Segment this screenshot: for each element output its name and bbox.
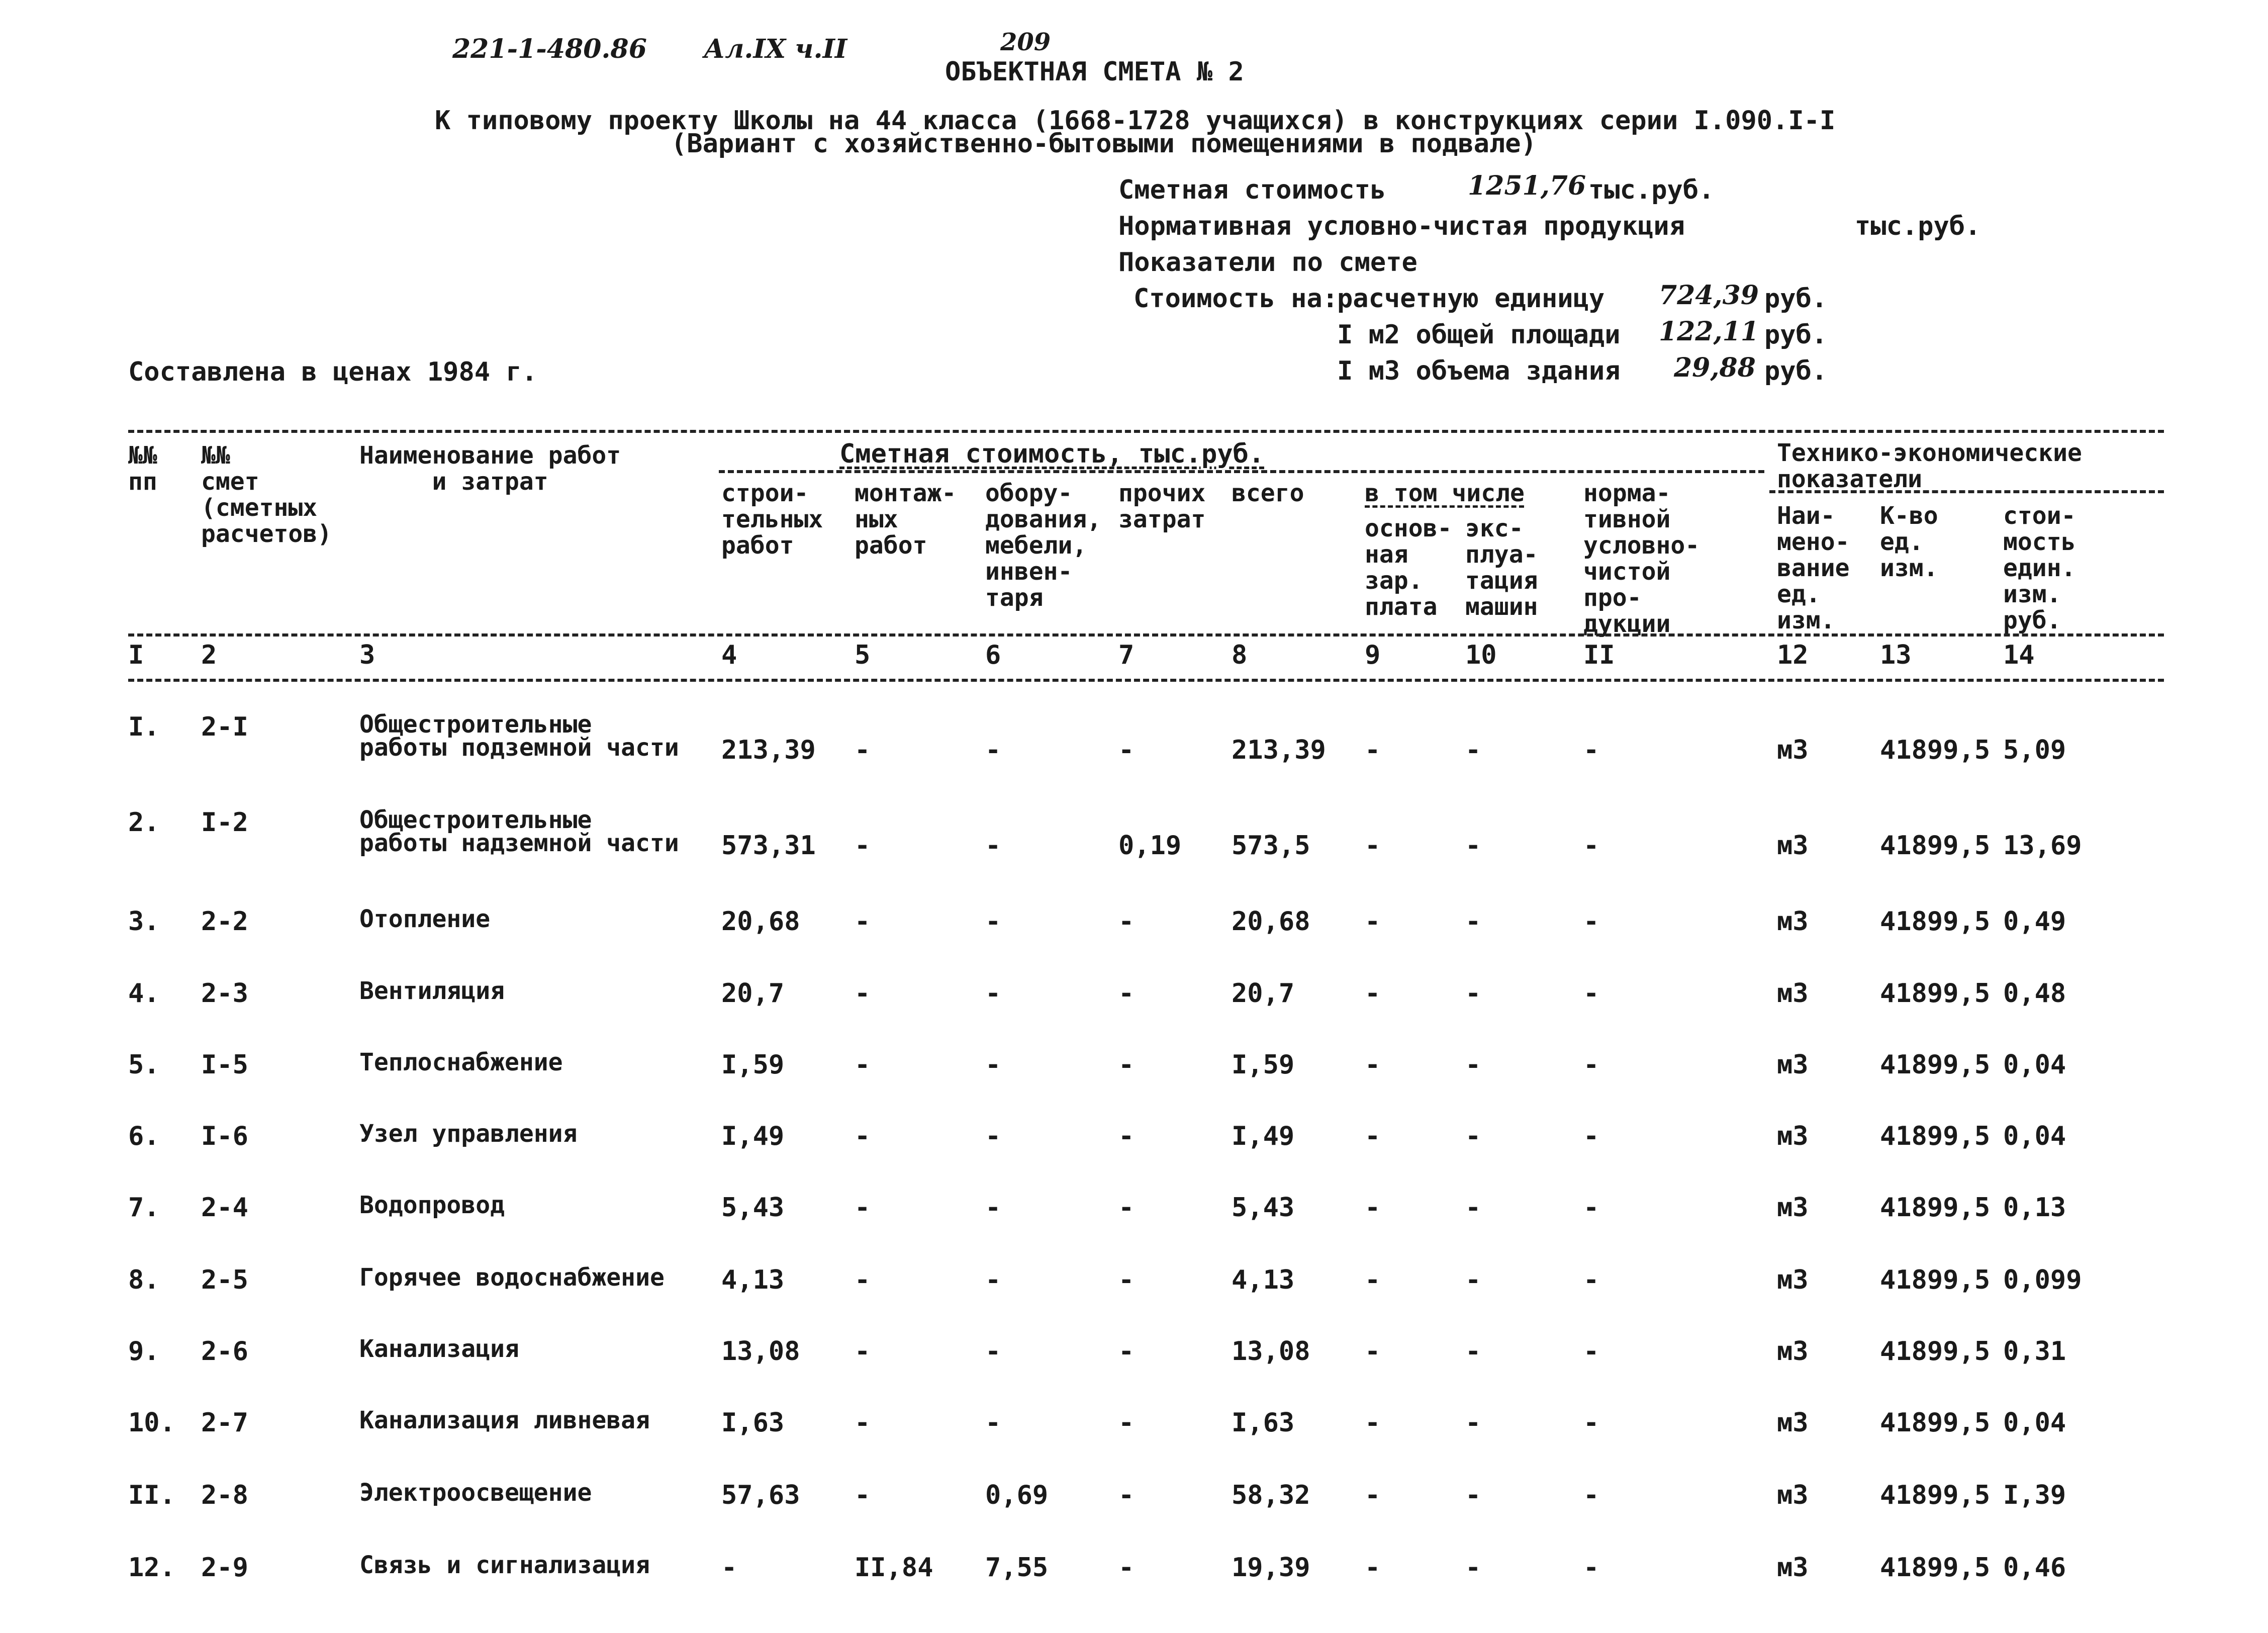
col-header-estimate: №№ смет (сметных расчетов) xyxy=(201,441,332,548)
col-header-machines: экс- плуа- тация машин xyxy=(1465,514,1538,621)
row-cell-c8: 19,39 xyxy=(1232,1553,1310,1583)
row-cell-c11: - xyxy=(1583,831,1599,861)
row-cell-c6: - xyxy=(985,1265,1001,1295)
col-group-cost: Сметная стоимость, тыс.руб. xyxy=(839,439,1265,469)
row-cell-c10: - xyxy=(1465,1121,1481,1151)
column-number-6: 6 xyxy=(985,640,1001,670)
row-cell-c6: - xyxy=(985,1050,1001,1080)
row-work-name: Канализация ливневая xyxy=(359,1406,650,1434)
row-cell-c5: - xyxy=(855,906,871,937)
compiled-in-prices: Составлена в ценах 1984 г. xyxy=(128,357,537,387)
document-code: 221-1-480.86 xyxy=(452,34,647,64)
row-cell-c10: - xyxy=(1465,1193,1481,1223)
row-estimate-ref: 2-2 xyxy=(201,906,248,937)
row-cell-c8: 58,32 xyxy=(1232,1480,1310,1510)
column-number-7: 7 xyxy=(1118,640,1135,670)
row-cell-c4: 4,13 xyxy=(721,1265,785,1295)
row-estimate-ref: I-6 xyxy=(201,1121,248,1151)
row-cell-c14: 5,09 xyxy=(2003,735,2066,765)
col-header-npc: норма- тивной условно- чистой про- дукции xyxy=(1583,479,1700,638)
row-work-name: Узел управления xyxy=(359,1120,578,1148)
row-cell-c12: м3 xyxy=(1777,1121,1809,1151)
column-number-4: 4 xyxy=(721,640,737,670)
row-estimate-ref: 2-4 xyxy=(201,1193,248,1223)
row-cell-c13: 41899,5 xyxy=(1880,1265,1991,1295)
row-cell-c14: 0,04 xyxy=(2003,1050,2066,1080)
row-cell-c14: 0,13 xyxy=(2003,1193,2066,1223)
row-cell-c4: - xyxy=(721,1553,737,1583)
row-cell-c13: 41899,5 xyxy=(1880,831,1991,861)
row-number: 8. xyxy=(128,1265,160,1295)
row-estimate-ref: 2-I xyxy=(201,712,248,742)
row-number: 12. xyxy=(128,1553,175,1583)
row-cell-c7: - xyxy=(1118,978,1135,1009)
row-cell-c14: 13,69 xyxy=(2003,831,2082,861)
row-cell-c11: - xyxy=(1583,1050,1599,1080)
row-cell-c8: 213,39 xyxy=(1232,735,1326,765)
row-cell-c11: - xyxy=(1583,1480,1599,1510)
column-number-13: 13 xyxy=(1880,640,1912,670)
row-cell-c11: - xyxy=(1583,1553,1599,1583)
col-header-total: всего xyxy=(1232,479,1304,507)
row-cell-c5: - xyxy=(855,1193,871,1223)
column-number-9: 9 xyxy=(1365,640,1381,670)
row-cell-c5: - xyxy=(855,1050,871,1080)
row-cell-c11: - xyxy=(1583,1336,1599,1367)
col-header-unit: Наи- мено- вание ед. изм. xyxy=(1777,502,1850,634)
row-cell-c11: - xyxy=(1583,1121,1599,1151)
row-cell-c8: 13,08 xyxy=(1232,1336,1310,1367)
npc-label: Нормативная условно-чистая продукция xyxy=(1118,211,1685,241)
col-header-mounting: монтаж- ных работ xyxy=(855,479,957,560)
row-cell-c14: 0,46 xyxy=(2003,1553,2066,1583)
row-work-name: Канализация xyxy=(359,1335,519,1363)
row-cell-c8: 20,7 xyxy=(1232,978,1295,1009)
row-cell-c6: 7,55 xyxy=(985,1553,1049,1583)
row-cell-c12: м3 xyxy=(1777,1050,1809,1080)
row-cell-c7: - xyxy=(1118,1265,1135,1295)
row-cell-c9: - xyxy=(1365,1121,1381,1151)
row-cell-c11: - xyxy=(1583,1193,1599,1223)
row-cell-c4: I,49 xyxy=(721,1121,785,1151)
row-cell-c14: I,39 xyxy=(2003,1480,2066,1510)
row-cell-c5: - xyxy=(855,1121,871,1151)
row-cell-c7: - xyxy=(1118,1408,1135,1438)
row-cell-c8: 4,13 xyxy=(1232,1265,1295,1295)
estimated-cost-value: 1251,76 xyxy=(1468,170,1586,201)
row-cell-c10: - xyxy=(1465,1336,1481,1367)
row-cell-c6: - xyxy=(985,1193,1001,1223)
per-m3-value: 29,88 xyxy=(1674,352,1756,383)
page-number: 209 xyxy=(1000,28,1051,56)
column-number-1: I xyxy=(128,640,144,670)
row-estimate-ref: 2-3 xyxy=(201,978,248,1009)
row-cell-c7: - xyxy=(1118,1121,1135,1151)
row-cell-c10: - xyxy=(1465,1553,1481,1583)
row-cell-c4: 5,43 xyxy=(721,1193,785,1223)
col-header-unit-cost: стои- мость един. изм. руб. xyxy=(2003,502,2076,634)
row-cell-c12: м3 xyxy=(1777,1193,1809,1223)
row-cell-c14: 0,31 xyxy=(2003,1336,2066,1367)
column-number-14: 14 xyxy=(2003,640,2035,670)
col-header-wage: основ- ная зар. плата xyxy=(1365,514,1452,621)
row-cell-c13: 41899,5 xyxy=(1880,735,1991,765)
row-cell-c14: 0,48 xyxy=(2003,978,2066,1009)
row-cell-c13: 41899,5 xyxy=(1880,906,1991,937)
row-cell-c8: 20,68 xyxy=(1232,906,1310,937)
row-cell-c11: - xyxy=(1583,906,1599,937)
album-reference: Ал.IX ч.II xyxy=(704,34,847,64)
row-cell-c5: - xyxy=(855,978,871,1009)
col-header-equipment: обору- дования, мебели, инвен- таря xyxy=(985,479,1102,612)
row-work-name: Связь и сигнализация xyxy=(359,1551,650,1579)
per-unit-value: 724,39 xyxy=(1659,280,1759,311)
row-cell-c11: - xyxy=(1583,1265,1599,1295)
column-number-2: 2 xyxy=(201,640,217,670)
per-m2-value: 122,11 xyxy=(1659,316,1759,347)
header-bottom-rule xyxy=(128,679,2164,682)
row-cell-c9: - xyxy=(1365,1336,1381,1367)
col-header-name: Наименование работ и затрат xyxy=(359,441,621,496)
row-cell-c5: - xyxy=(855,735,871,765)
row-work-name: Вентиляция xyxy=(359,977,505,1005)
row-cell-c8: I,59 xyxy=(1232,1050,1295,1080)
row-cell-c4: 13,08 xyxy=(721,1336,800,1367)
row-number: 2. xyxy=(128,807,160,838)
row-cell-c12: м3 xyxy=(1777,906,1809,937)
row-cell-c13: 41899,5 xyxy=(1880,978,1991,1009)
row-cell-c4: 573,31 xyxy=(721,831,816,861)
row-cell-c10: - xyxy=(1465,1265,1481,1295)
row-cell-c5: - xyxy=(855,1480,871,1510)
row-cell-c7: - xyxy=(1118,1050,1135,1080)
row-work-name: Горячее водоснабжение xyxy=(359,1263,665,1292)
header-mid-rule xyxy=(128,633,2164,637)
row-cell-c13: 41899,5 xyxy=(1880,1408,1991,1438)
estimated-cost-unit: тыс.руб. xyxy=(1588,175,1715,205)
row-cell-c9: - xyxy=(1365,906,1381,937)
row-cell-c10: - xyxy=(1465,735,1481,765)
row-number: 6. xyxy=(128,1121,160,1151)
row-number: 4. xyxy=(128,978,160,1009)
row-cell-c4: I,63 xyxy=(721,1408,785,1438)
per-m2-unit: руб. xyxy=(1764,320,1828,350)
row-cell-c6: - xyxy=(985,1408,1001,1438)
document-variant: (Вариант с хозяйственно-бытовыми помещениями в подвале) xyxy=(671,129,1537,159)
per-m3-unit: руб. xyxy=(1764,356,1828,386)
header-top-rule xyxy=(128,430,2164,433)
row-cell-c4: 213,39 xyxy=(721,735,816,765)
row-cell-c12: м3 xyxy=(1777,1265,1809,1295)
row-cell-c4: 20,7 xyxy=(721,978,785,1009)
row-cell-c5: II,84 xyxy=(855,1553,933,1583)
col-group-tei: Технико-экономические показатели xyxy=(1777,439,2082,493)
row-cell-c10: - xyxy=(1465,1408,1481,1438)
row-work-name: Отопление xyxy=(359,905,491,933)
row-cell-c9: - xyxy=(1365,1050,1381,1080)
row-number: 5. xyxy=(128,1050,160,1080)
row-cell-c7: - xyxy=(1118,1553,1135,1583)
row-cell-c6: - xyxy=(985,1121,1001,1151)
row-cell-c10: - xyxy=(1465,831,1481,861)
row-cell-c12: м3 xyxy=(1777,831,1809,861)
row-cell-c11: - xyxy=(1583,735,1599,765)
row-cell-c12: м3 xyxy=(1777,1553,1809,1583)
document-title: ОБЪЕКТНАЯ СМЕТА № 2 xyxy=(945,57,1244,87)
row-cell-c14: 0,04 xyxy=(2003,1121,2066,1151)
row-cell-c14: 0,49 xyxy=(2003,906,2066,937)
row-cell-c5: - xyxy=(855,1408,871,1438)
row-cell-c8: I,63 xyxy=(1232,1408,1295,1438)
row-cell-c9: - xyxy=(1365,1553,1381,1583)
indicators-label: Показатели по смете xyxy=(1118,247,1418,278)
row-cell-c10: - xyxy=(1465,906,1481,937)
cost-per-label: Стоимость на: xyxy=(1133,284,1338,314)
document-subtitle: К типовому проекту Школы на 44 класса (1668-1728 учащихся) в конструкциях серии I.090.I-I xyxy=(435,106,1836,136)
row-cell-c13: 41899,5 xyxy=(1880,1193,1991,1223)
row-cell-c13: 41899,5 xyxy=(1880,1050,1991,1080)
row-cell-c13: 41899,5 xyxy=(1880,1553,1991,1583)
row-estimate-ref: 2-7 xyxy=(201,1408,248,1438)
tei-group-rule xyxy=(1769,490,2164,493)
npc-unit: тыс.руб. xyxy=(1855,211,1981,241)
row-cell-c13: 41899,5 xyxy=(1880,1480,1991,1510)
row-work-name: Электроосвещение xyxy=(359,1479,592,1507)
row-cell-c6: - xyxy=(985,978,1001,1009)
row-cell-c9: - xyxy=(1365,1265,1381,1295)
row-cell-c8: 5,43 xyxy=(1232,1193,1295,1223)
row-cell-c9: - xyxy=(1365,978,1381,1009)
per-unit-unit: руб. xyxy=(1764,284,1828,314)
estimated-cost-label: Сметная стоимость xyxy=(1118,175,1386,205)
row-cell-c13: 41899,5 xyxy=(1880,1121,1991,1151)
row-cell-c9: - xyxy=(1365,1408,1381,1438)
row-cell-c7: - xyxy=(1118,1480,1135,1510)
row-cell-c10: - xyxy=(1465,978,1481,1009)
col-header-construction: строи- тельных работ xyxy=(721,479,823,560)
row-work-name: Теплоснабжение xyxy=(359,1048,563,1076)
per-unit-label: расчетную единицу xyxy=(1337,284,1605,314)
row-cell-c8: 573,5 xyxy=(1232,831,1310,861)
row-cell-c7: 0,19 xyxy=(1118,831,1182,861)
row-cell-c13: 41899,5 xyxy=(1880,1336,1991,1367)
per-m2-label: I м2 общей площади xyxy=(1337,320,1621,350)
row-number: II. xyxy=(128,1480,175,1510)
row-estimate-ref: 2-6 xyxy=(201,1336,248,1367)
row-number: I. xyxy=(128,712,160,742)
row-cell-c4: 57,63 xyxy=(721,1480,800,1510)
row-cell-c12: м3 xyxy=(1777,1336,1809,1367)
row-cell-c12: м3 xyxy=(1777,735,1809,765)
row-cell-c6: 0,69 xyxy=(985,1480,1049,1510)
row-cell-c5: - xyxy=(855,831,871,861)
row-cell-c9: - xyxy=(1365,1193,1381,1223)
row-cell-c4: 20,68 xyxy=(721,906,800,937)
row-cell-c9: - xyxy=(1365,1480,1381,1510)
row-cell-c9: - xyxy=(1365,735,1381,765)
row-cell-c7: - xyxy=(1118,735,1135,765)
column-number-12: 12 xyxy=(1777,640,1809,670)
row-estimate-ref: 2-5 xyxy=(201,1265,248,1295)
column-number-10: 10 xyxy=(1465,640,1497,670)
row-cell-c9: - xyxy=(1365,831,1381,861)
row-work-name: Водопровод xyxy=(359,1191,505,1219)
row-cell-c7: - xyxy=(1118,1336,1135,1367)
column-number-3: 3 xyxy=(359,640,375,670)
cost-group-rule xyxy=(719,470,1764,473)
row-cell-c12: м3 xyxy=(1777,1480,1809,1510)
row-number: 9. xyxy=(128,1336,160,1367)
row-number: 3. xyxy=(128,906,160,937)
col-header-other: прочих затрат xyxy=(1118,479,1206,533)
row-cell-c12: м3 xyxy=(1777,978,1809,1009)
row-cell-c12: м3 xyxy=(1777,1408,1809,1438)
col-header-including: в том числе xyxy=(1365,479,1525,507)
row-cell-c14: 0,099 xyxy=(2003,1265,2082,1295)
row-cell-c7: - xyxy=(1118,906,1135,937)
row-work-name: Общестроительные работы надземной части xyxy=(359,806,679,857)
col-header-quantity: К-во ед. изм. xyxy=(1880,502,1938,582)
row-estimate-ref: I-5 xyxy=(201,1050,248,1080)
row-number: 7. xyxy=(128,1193,160,1223)
row-cell-c4: I,59 xyxy=(721,1050,785,1080)
row-cell-c8: I,49 xyxy=(1232,1121,1295,1151)
row-work-name: Общестроительные работы подземной части xyxy=(359,710,679,762)
row-cell-c5: - xyxy=(855,1336,871,1367)
row-cell-c6: - xyxy=(985,831,1001,861)
row-number: 10. xyxy=(128,1408,175,1438)
row-cell-c6: - xyxy=(985,906,1001,937)
row-cell-c14: 0,04 xyxy=(2003,1408,2066,1438)
column-number-11: II xyxy=(1583,640,1615,670)
row-cell-c10: - xyxy=(1465,1480,1481,1510)
row-estimate-ref: I-2 xyxy=(201,807,248,838)
row-cell-c5: - xyxy=(855,1265,871,1295)
row-cell-c6: - xyxy=(985,735,1001,765)
per-m3-label: I м3 объема здания xyxy=(1337,356,1621,386)
row-cell-c6: - xyxy=(985,1336,1001,1367)
row-cell-c10: - xyxy=(1465,1050,1481,1080)
row-cell-c7: - xyxy=(1118,1193,1135,1223)
row-cell-c11: - xyxy=(1583,978,1599,1009)
row-cell-c11: - xyxy=(1583,1408,1599,1438)
column-number-8: 8 xyxy=(1232,640,1248,670)
column-number-5: 5 xyxy=(855,640,871,670)
col-header-num: №№ пп xyxy=(128,441,157,496)
row-estimate-ref: 2-8 xyxy=(201,1480,248,1510)
row-estimate-ref: 2-9 xyxy=(201,1553,248,1583)
